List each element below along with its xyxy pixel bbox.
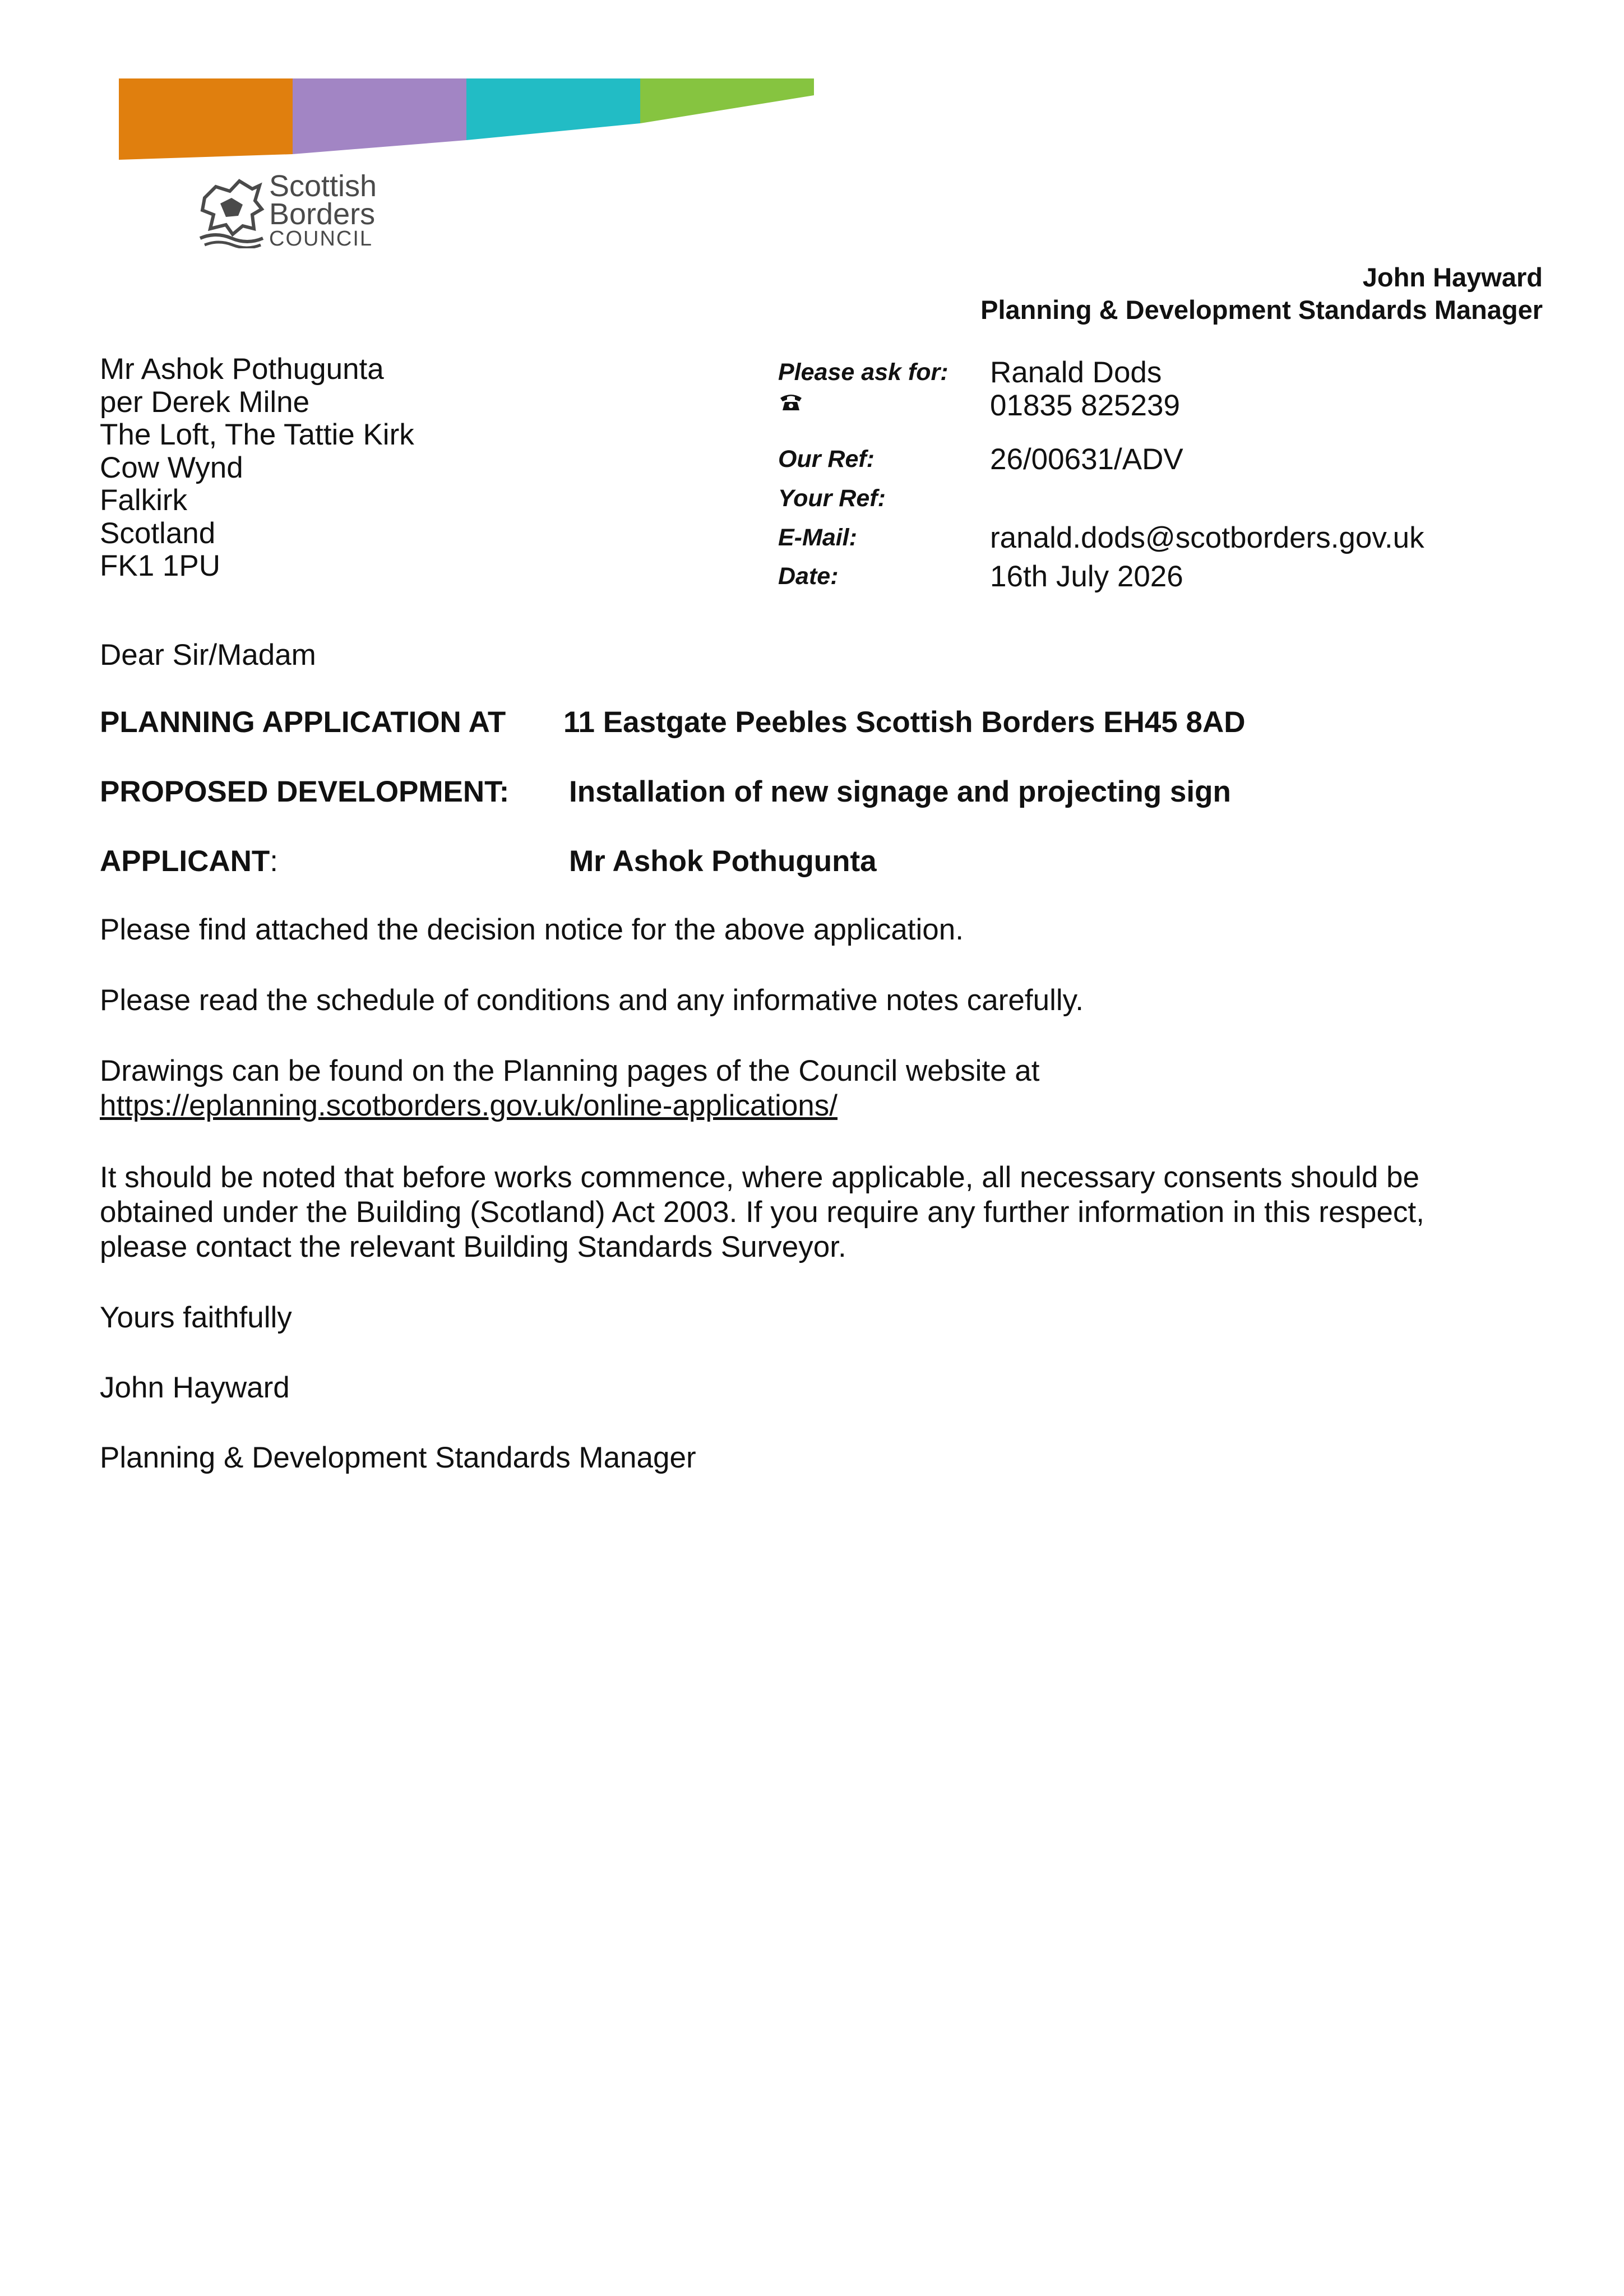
sender-block (980, 261, 1543, 326)
our-ref-value: 26/00631/ADV (990, 443, 1183, 476)
email-label: E-Mail: (778, 524, 857, 551)
address-line: per Derek Milne (100, 385, 310, 419)
logo-word-council: COUNCIL (269, 227, 373, 251)
logo-word-borders: Borders (269, 197, 376, 231)
council-crest-icon (199, 175, 265, 248)
sender-name: John Hayward (1362, 262, 1543, 292)
salutation: Dear Sir/Madam (100, 638, 316, 672)
your-ref-label: Your Ref: (778, 485, 886, 512)
closing: Yours faithfully (100, 1301, 292, 1334)
council-logo (199, 171, 401, 255)
application-address: 11 Eastgate Peebles Scottish Borders EH45 8AD (563, 706, 1246, 739)
please-ask-for-value: Ranald Dods (990, 356, 1162, 389)
planning-website-link[interactable]: https://eplanning.scotborders.gov.uk/online-applications/ (100, 1089, 838, 1122)
address-line: The Loft, The Tattie Kirk (100, 418, 414, 451)
application-label: PLANNING APPLICATION AT (100, 706, 506, 739)
address-line: Falkirk (100, 484, 188, 517)
recipient-address (100, 353, 414, 583)
date-label: Date: (778, 563, 839, 590)
development-description: Installation of new signage and projecting sign (569, 775, 1231, 808)
applicant-label: APPLICANT (100, 845, 270, 878)
applicant-colon: : (270, 845, 279, 878)
address-line: FK1 1PU (100, 549, 221, 582)
date-value: 16th July 2026 (990, 560, 1183, 593)
applicant-label-row (100, 844, 278, 878)
paragraph-decision-notice: Please find attached the decision notice for the above application. (100, 913, 964, 946)
paragraph-building-line-2: obtained under the Building (Scotland) Act 2003. If you require any further information in this respect, (100, 1196, 1424, 1229)
applicant-name: Mr Ashok Pothugunta (569, 845, 877, 878)
paragraph-building-line-1: It should be noted that before works commence, where applicable, all necessary consents should be (100, 1161, 1419, 1194)
paragraph-conditions: Please read the schedule of conditions and any informative notes carefully. (100, 984, 1084, 1017)
address-line: Mr Ashok Pothugunta (100, 353, 384, 386)
address-line: Scotland (100, 516, 216, 550)
phone-value: 01835 825239 (990, 389, 1180, 422)
development-label: PROPOSED DEVELOPMENT: (100, 775, 510, 808)
paragraph-drawings: Drawings can be found on the Planning pages of the Council website at (100, 1054, 1040, 1087)
address-line: Cow Wynd (100, 451, 243, 484)
logo-word-scottish: Scottish (269, 169, 377, 203)
signatory-name: John Hayward (100, 1371, 290, 1404)
our-ref-label: Our Ref: (778, 446, 875, 473)
please-ask-for-label: Please ask for: (778, 359, 949, 386)
sender-title: Planning & Development Standards Manager (980, 295, 1543, 325)
logo-color-stripe (119, 78, 814, 168)
paragraph-building-line-3: please contact the relevant Building Standards Surveyor. (100, 1230, 846, 1263)
email-value: ranald.dods@scotborders.gov.uk (990, 521, 1424, 554)
telephone-icon (779, 392, 803, 411)
signatory-title: Planning & Development Standards Manager (100, 1441, 696, 1474)
